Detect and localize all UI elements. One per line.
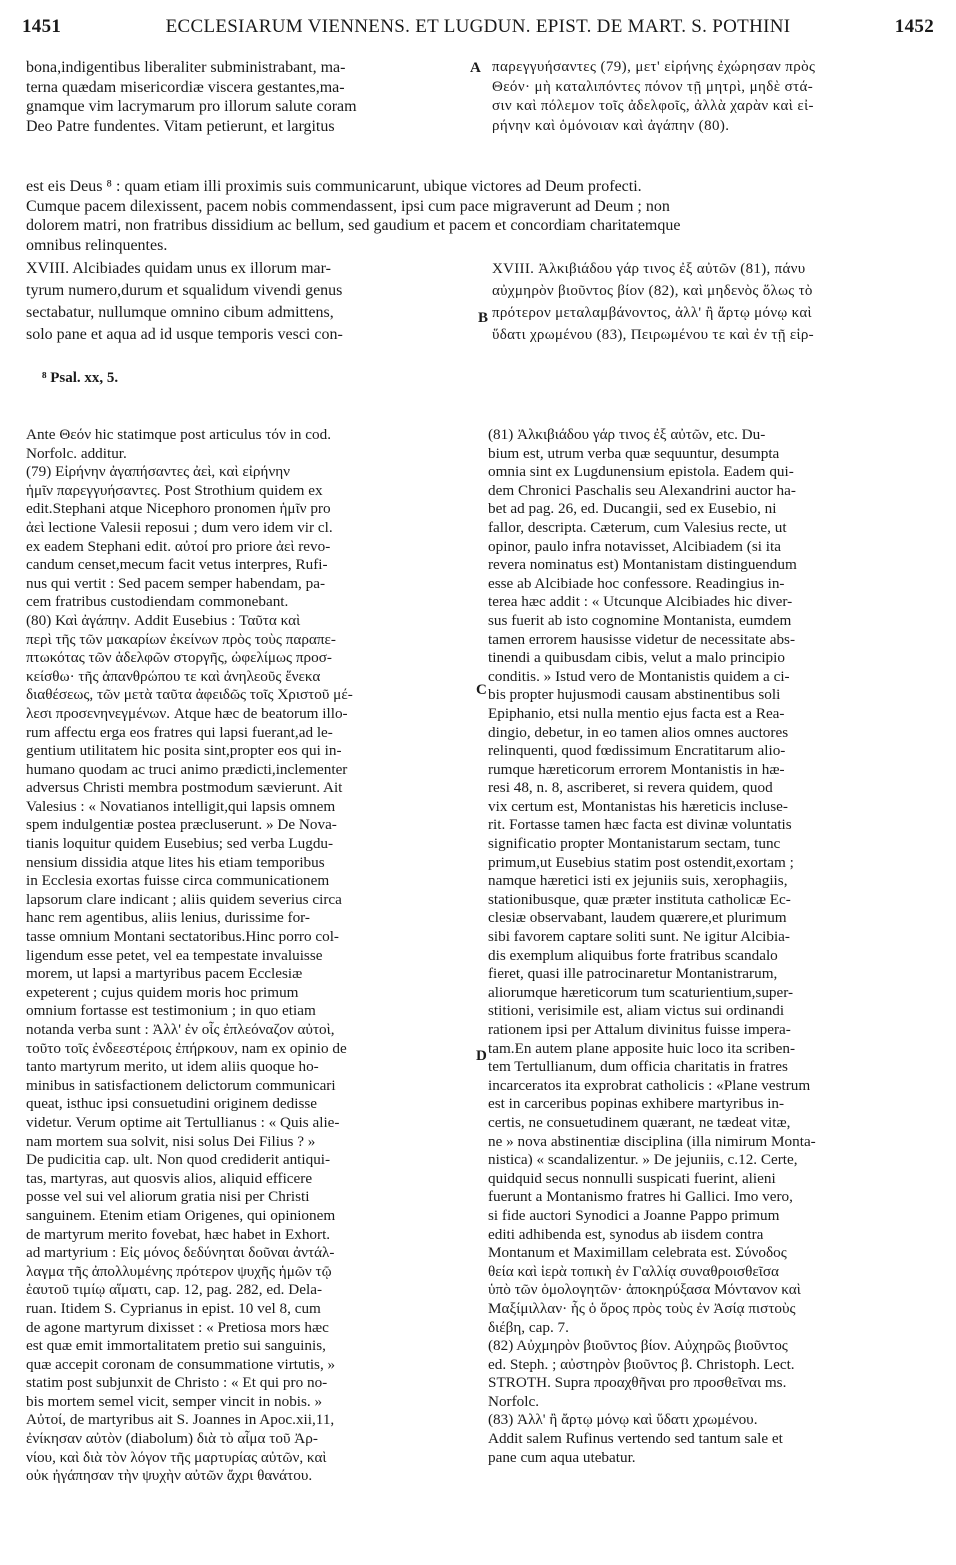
note-line: fuerunt a Montanismo fratres hi Gallici. Imo vero, — [488, 1188, 793, 1206]
note-line: edit.Stephani atque Nicephoro pronomen ἡμῖν pro — [26, 500, 331, 518]
note-line: sibi favorem captare soliti sunt. Ne igitur Alcibia- — [488, 928, 790, 946]
note-line: πτωκότας τῶν ἀδελφῶν στοργῆς, ὠφελίμως προσ- — [26, 649, 332, 667]
page-number-right: 1452 — [894, 16, 934, 37]
note-line: notanda verba sunt : Ἀλλ' ἐν οἷς ἐπλεόναζον αὐτοὶ, — [26, 1021, 335, 1038]
note-line: (81) Ἀλκιβιάδου γάρ τινος ἐξ αὐτῶν, etc. Du- — [488, 426, 766, 443]
text-line: bona,indigentibus liberaliter subministrabant, ma- — [26, 59, 346, 76]
note-line: ex eadem Stephani edit. αὐτοί pro priore ἀεὶ revo- — [26, 537, 331, 555]
note-line: Epiphanio, etsi nulla mentio ejus facta est a Rea- — [488, 704, 785, 722]
note-line: tianis loquitur quidem Eusebius; sed verba Lugdu- — [26, 835, 334, 853]
text-line: παρεγγυήσαντες (79), μετ' εἰρήνης ἐχώρησαν πρὸς — [492, 59, 816, 75]
note-line: κείσθω· τῆς ἀπανθρώπου τε καὶ ἀνηλεοῦς ἕνεκα — [26, 667, 321, 685]
note-line: namque hæretici isti ex jejuniis suis, xerophagiis, — [488, 872, 788, 890]
note-line: rum affectu erga eos fratres qui lapsi fuerant,ad le- — [26, 723, 333, 741]
text-line: tyrum numero,durum et squalidum vivendi genus — [26, 282, 343, 299]
note-line: Addit salem Rufinus vertendo sed tantum sale et — [488, 1430, 783, 1448]
note-line: quidquid secus nonnulli suspicati fuerint, alieni — [488, 1169, 776, 1187]
page-number-left: 1451 — [22, 16, 62, 37]
margin-letter-b: B — [478, 310, 489, 326]
note-line: λαγμα τῆς ἀπολλυμένης πρότερον ψυχῆς ἡμῶν τῷ — [26, 1262, 332, 1280]
note-line: sus fuerit ab isto cognomine Montanista, eumdem — [488, 611, 792, 629]
note-line: queat, isthuc ipsi consuetudini originem dedisse — [26, 1095, 318, 1113]
note-line: bium est, utrum verba quæ sequuntur, desumpta — [488, 444, 780, 462]
text-line: gnamque vim lacrymarum pro illorum salute coram — [26, 98, 357, 116]
greek-text-top — [492, 58, 932, 137]
note-line: de martyrum merito fovebat, hæc habet in Exhort. — [26, 1225, 331, 1243]
note-line: si fide auctori Synodici a Joanne Pappo primum — [488, 1206, 780, 1224]
note-line: significatio propter Montanistarum sectam, tunc — [488, 835, 781, 853]
note-line: fallor, descripta. Cæterum, cum Valesius recte, ut — [488, 518, 787, 536]
text-line: XVIII. Ἀλκιβιάδου γάρ τινος ἐξ αὐτῶν (81), πάνυ — [492, 261, 806, 277]
note-line: nam mortem sua solvit, nisi solus Dei Filius ? » — [26, 1132, 316, 1150]
note-line: omnia sint ex Lugdunensium epistola. Eadem qui- — [488, 463, 794, 481]
text-line: terna quædam misericordiæ viscera gestantes,ma- — [26, 78, 345, 96]
margin-letter-d: D — [476, 1048, 487, 1064]
note-line: ligendum esse petet, vel ea tempestate invaluisse — [26, 946, 323, 964]
note-line: STROTH. Supra προαχθῆναι pro προσθεῖναι ms. — [488, 1374, 787, 1392]
note-line: posse vel sui vel aliorum gratia nisi per Christi — [26, 1188, 310, 1206]
note-line: tasse omnium Montani sectatoribus.Hinc porro col- — [26, 928, 339, 946]
note-line: De pudicitia cap. ult. Non quod crediderit antiqui- — [26, 1151, 331, 1169]
section-18-latin — [26, 258, 476, 346]
note-line: ed. Steph. ; αὐστηρὸν βιοῦντος β. Christoph. Lect. — [488, 1355, 795, 1373]
note-line: dis exemplum aliquibus forte fratribus scandalo — [488, 946, 778, 964]
note-line: quæ accepit coronam de consummatione virtutis, » — [26, 1355, 336, 1373]
note-line: est in carceribus popinas exhibere martyribus in- — [488, 1095, 785, 1113]
note-line: Valesius : « Novatianos intelligit,qui lapsis omnem — [26, 797, 336, 815]
note-line: terea hæc addit : « Utcunque Alcibiades hic diver- — [488, 593, 793, 611]
margin-letter-a: A — [470, 60, 481, 76]
note-line: stationibusque, quæ præter instituta catholicæ Ec- — [488, 890, 791, 908]
note-line: τοῦτο τοῖς ἐνδεεστέροις ἐπήρκουν, nam ex opinio de — [26, 1039, 347, 1057]
note-line: revera nominatus est) Montanistam distinguendum — [488, 556, 797, 574]
notes-column-left — [26, 426, 468, 1486]
section-18-greek — [492, 258, 932, 346]
note-line: hanc rem agentibus, aliis lenius, durissime for- — [26, 909, 310, 927]
note-line: διέβη, cap. 7. — [488, 1318, 569, 1336]
note-line: ἐνίκησαν αὐτὸν (diabolum) διὰ τὸ αἷμα τοῦ Ἀρ- — [26, 1430, 318, 1448]
note-line: minibus in satisfactionem delictorum communicari — [26, 1076, 336, 1094]
note-line: statim post subjunxit de Christo : « Et qui pro no- — [26, 1374, 328, 1392]
note-line: ἀεὶ lectione Valesii reposui ; dum vero idem vir cl. — [26, 518, 333, 536]
note-line: bis propter hujusmodi causam abstinentibus soli — [488, 686, 781, 704]
note-line: νίου, καὶ διὰ τὸν λόγον τῆς μαρτυρίας αὐτῶν, καὶ — [26, 1448, 327, 1466]
text-line: αὐχμηρὸν βιοῦντος βίον (82), καὶ μηδενὸς ὅλως τὸ — [492, 283, 813, 299]
text-line: solo pane et aqua ad id usque temporis vesci con- — [26, 326, 343, 343]
note-line: θεία καὶ ἱερὰ τοπικὴ ἐν Γαλλίᾳ συναθροισθεῖσα — [488, 1262, 779, 1280]
text-line: σιν καὶ πόλεμον τοῖς ἀδελφοῖς, ἀλλὰ χαρὰν καὶ εἰ- — [492, 98, 814, 115]
notes-column-right — [488, 426, 934, 1467]
note-line: Norfolc. — [488, 1392, 540, 1410]
note-line: omnium fortasse est testimonium ; in quo etiam — [26, 1002, 316, 1020]
note-line: ὑπὸ τῶν ὁμολογητῶν· ἀποκηρύξασα Μόντανον καὶ — [488, 1281, 801, 1299]
note-line: expeterent ; cujus quidem moris hoc primum — [26, 983, 299, 1001]
note-line: spem indulgentiæ postea præcluserunt. » De Nova- — [26, 816, 337, 834]
note-line: dingio, debetur, in eo tamen alios omnes auctores — [488, 723, 789, 741]
running-title: ECCLESIARUM VIENNENS. ET LUGDUN. EPIST. DE MART. S. POTHINI — [165, 16, 791, 37]
note-line: tamen errorem hausisse videtur de necessitate abs- — [488, 630, 796, 648]
note-line: fieret, quasi ille patrocinaretur Montanistrarum, — [488, 965, 778, 983]
note-line: tas, martyras, aut quosvis alios, aliquid efficere — [26, 1169, 313, 1187]
note-line: (82) Αὐχμηρὸν βιοῦντος βίον. Αὐχηρῶς βιοῦντος — [488, 1337, 788, 1355]
note-line: rumque hæreticorum errorem Montanistis in hæ- — [488, 760, 785, 778]
note-line: rit. Fortasse tamen hæc facta est divinæ voluntatis — [488, 816, 792, 834]
note-line: nensium dissidia atque lites his etiam temporibus — [26, 853, 325, 871]
note-line: videtur. Verum optime ait Tertullianus : « Quis alie- — [26, 1113, 340, 1131]
note-line: bet ad pag. 26, ed. Ducangii, sed ex Eusebio, ni — [488, 500, 777, 518]
note-line: sanguinem. Etenim etiam Origenes, qui opinionem — [26, 1206, 336, 1224]
note-line: tam.En autem plane apposite huic loco ita scriben- — [488, 1039, 796, 1057]
page-header — [22, 16, 934, 46]
note-line: esse ab Alcibiade hoc confessore. Readingius in- — [488, 574, 785, 592]
text-line: ὕδατι χρωμένου (83), Πειρωμένου τε καὶ ἐν τῇ εἱρ- — [492, 327, 814, 343]
note-line: nus qui vertit : Sed pacem semper habendam, pa- — [26, 574, 326, 592]
note-line: humano quodam ac truci animo prædicti,inclementer — [26, 760, 348, 778]
text-line: omnibus relinquentes. — [26, 237, 168, 255]
text-line: Θεόν· μὴ καταλιπόντες πόνον τῇ μητρὶ, μηδὲ στά- — [492, 78, 814, 95]
note-line: tinendi a quibusdam cibis, velut a malo principio — [488, 649, 785, 667]
note-line: vix certum est, Montanistas his hæreticis incluse- — [488, 797, 788, 815]
note-line: pane cum aqua utebatur. — [488, 1448, 636, 1466]
note-line: ad martyrium : Εἰς μόνος δεδύνηται δοῦναι ἀντάλ- — [26, 1244, 335, 1262]
note-line: nistica) « scandalizentur. » De jejuniis, c.12. Certe, — [488, 1151, 798, 1169]
note-line: opinor, paulo infra notavisset, Alcibiadem (si ita — [488, 537, 781, 555]
note-line: conditis. » Istud vero de Montanistis quidem a ci- — [488, 667, 790, 685]
note-line: morem, ut lapsi a martyribus pacem Ecclesiæ — [26, 965, 303, 983]
latin-text-full-width — [26, 177, 934, 256]
text-line: dolorem matri, non fratribus dissidium ac bellum, sed gaudium et pacem et concordiam charitatemque — [26, 217, 681, 235]
note-line: cem fratribus custodiendam commonebant. — [26, 593, 289, 611]
note-line: (80) Καὶ ἀγάπην. Addit Eusebius : Ταῦτα καὶ — [26, 611, 301, 629]
text-line: πρότερον μεταλαμβάνοντος, ἀλλ' ἢ ἄρτῳ μόνῳ καὶ — [492, 305, 812, 321]
note-line: dem Chronici Paschalis seu Alexandrini auctor ha- — [488, 481, 796, 499]
note-line: resi 48, n. 8, ascriberet, si revera quidem, quod — [488, 779, 773, 797]
note-line: (79) Εἰρήνην ἀγαπήσαντες ἀεὶ, καὶ εἰρήνην — [26, 463, 291, 481]
note-line: ἡμῖν παρεγγυήσαντες. Post Strothium quidem ex — [26, 481, 323, 499]
note-line: rationem ipsi per Attalum divinitus fuisse impera- — [488, 1021, 791, 1038]
note-line: clesiæ observabant, laudem quærere,et plurimum — [488, 909, 787, 927]
note-line: stitioni, verisimile est, aliam victus sui ordinandi — [488, 1002, 785, 1020]
note-line: (83) Ἀλλ' ἢ ἄρτῳ μόνῳ καὶ ὕδατι χρωμένου. — [488, 1411, 758, 1429]
text-line: Deo Patre fundentes. Vitam petierunt, et largitus — [26, 118, 335, 136]
note-line: bis mortem semel vicit, semper vincit in nobis. » — [26, 1392, 323, 1410]
note-line: ruan. Itidem S. Cyprianus in epist. 10 vel 8, cum — [26, 1299, 321, 1317]
note-line: διαθέσεως, τῶν μετὰ ταῦτα ἀφειδῶς τοῖς Χριστοῦ μέ- — [26, 686, 353, 704]
latin-text-top — [26, 58, 466, 137]
footnote: ⁸ Psal. xx, 5. — [42, 370, 119, 386]
note-line: tanto martyrum merito, ut idem aliis quoque ho- — [26, 1058, 319, 1076]
note-line: ne » nova abstinentiæ disciplina (illa nimirum Monta- — [488, 1132, 816, 1150]
note-line: certis, ne consuetudinem quærant, ne tædeat vitæ, — [488, 1113, 791, 1131]
note-line: in Ecclesia exortas fuisse circa communicationem — [26, 872, 330, 890]
text-line: est eis Deus ⁸ : quam etiam illi proximis suis communicarunt, ubique victores ad Deum profecti. — [26, 178, 642, 195]
note-line: lapsorum clare indicant ; aliis quidem severius circa — [26, 890, 342, 908]
note-line: Montanum et Maximillam celebrata est. Σύνοδος — [488, 1244, 787, 1262]
note-line: λεσι προσενηνεγμένων. Atque hæc de beatorum illo- — [26, 704, 348, 722]
note-line: ἑαυτοῦ τιμίῳ αἵματι, cap. 12, pag. 282, ed. Dela- — [26, 1281, 323, 1299]
note-line: Αὐτοί, de martyribus ait S. Joannes in Apoc.xii,11, — [26, 1411, 335, 1429]
note-line: editi adhibenda est, synodus ab iisdem contra — [488, 1225, 764, 1243]
text-line: Cumque pacem dilexissent, pacem nobis commendassent, ipsi cum pace migraverunt ad Deum ; non — [26, 197, 670, 215]
text-line: XVIII. Alcibiades quidam unus ex illorum mar- — [26, 260, 331, 277]
note-line: gentium utilitatem hic posita sint,propter eos qui in- — [26, 742, 342, 760]
note-line: οὐκ ἠγάπησαν τὴν ψυχὴν αὐτῶν ἄχρι θανάτου. — [26, 1467, 313, 1485]
note-line: de agone martyrum dixisset : « Pretiosa mors hæc — [26, 1318, 329, 1336]
note-line: candum censet,mecum facit vetus interpres, Rufi- — [26, 556, 328, 574]
note-line: Norfolc. additur. — [26, 444, 127, 462]
text-line: ρήνην καὶ ὁμόνοιαν καὶ ἀγάπην (80). — [492, 118, 730, 135]
note-line: tem Tertullianum, dum officia charitatis in fratres — [488, 1058, 788, 1076]
note-line: Ante Θεόν hic statimque post articulus τόν in cod. — [26, 426, 332, 443]
note-line: aliorumque hæreticorum tum scaturientium,super- — [488, 983, 794, 1001]
note-line: Μαξίμιλλαν· ἧς ὁ ὅρος πρὸς τοὺς ἐν Ἀσίᾳ πιστοὺς — [488, 1299, 796, 1317]
margin-letter-c: C — [476, 682, 487, 698]
text-line: sectabatur, nullumque omnino cibum admittens, — [26, 304, 334, 321]
note-line: περὶ τῆς τῶν μακαρίων ἐκείνων πρὸς τοὺς παραπε- — [26, 630, 336, 648]
note-line: adversus Christi membra postmodum sævierunt. Ait — [26, 779, 343, 797]
note-line: primum,ut Eusebius statim post ostendit,exortam ; — [488, 853, 794, 871]
note-line: incarceratos ita exprobrat catholicis : «Plane vestrum — [488, 1076, 811, 1094]
note-line: relinquenti, quod fœdissimum Encratitarum alio- — [488, 742, 786, 760]
note-line: est quæ emit immortalitatem pretio sui sanguinis, — [26, 1337, 326, 1355]
